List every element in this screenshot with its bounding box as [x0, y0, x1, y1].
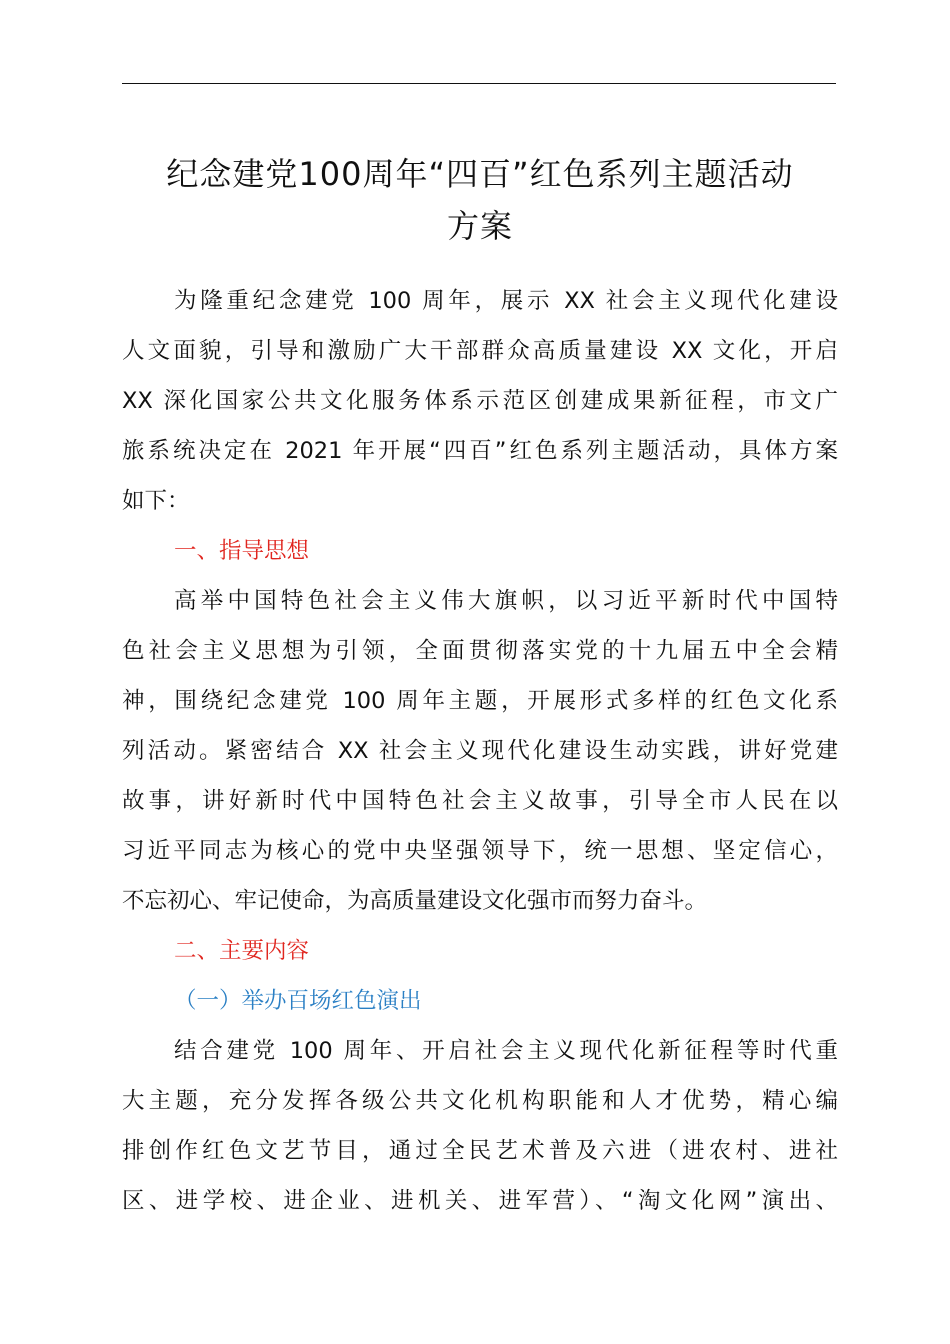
header-rule	[122, 83, 836, 84]
text-line: 色社会主义思想为引领，全面贯彻落实党的十九届五中全会精	[122, 638, 838, 664]
text-line: 结合建党 100 周年、开启社会主义现代化新征程等时代重	[174, 1038, 838, 1064]
section-heading-main-content: 二、主要内容	[174, 938, 310, 964]
intro-paragraph	[122, 276, 838, 526]
red-performances-paragraph	[122, 1026, 838, 1226]
title-line-1: 纪念建党100周年“四百”红色系列主题活动	[166, 155, 794, 193]
text-line: 习近平同志为核心的党中央坚强领导下，统一思想、坚定信心，	[122, 838, 838, 864]
document-body	[122, 276, 838, 1226]
title-line-2: 方案	[446, 207, 513, 245]
section-heading-guiding-ideology: 一、指导思想	[174, 538, 310, 564]
text-line: 列活动。紧密结合 XX 社会主义现代化建设生动实践，讲好党建	[122, 738, 838, 764]
text-line: 高举中国特色社会主义伟大旗帜，以习近平新时代中国特	[174, 588, 838, 614]
text-line: 区、进学校、进企业、进机关、进军营）、“淘文化网”演出、	[122, 1188, 838, 1214]
subsection-heading-red-performances: （一）举办百场红色演出	[174, 988, 422, 1014]
text-line: 故事，讲好新时代中国特色社会主义故事，引导全市人民在以	[122, 788, 838, 814]
text-line: 神，围绕纪念建党 100 周年主题，开展形式多样的红色文化系	[122, 688, 838, 714]
text-line: 如下：	[122, 488, 190, 514]
text-line: 为隆重纪念建党 100 周年，展示 XX 社会主义现代化建设	[174, 288, 838, 314]
text-line: 大主题，充分发挥各级公共文化机构职能和人才优势，精心编	[122, 1088, 838, 1114]
text-line: 人文面貌，引导和激励广大干部群众高质量建设 XX 文化，开启	[122, 338, 838, 364]
document-title	[110, 148, 850, 252]
text-line: 不忘初心、牢记使命，为高质量建设文化强市而努力奋斗。	[122, 888, 708, 914]
text-line: 旅系统决定在 2021 年开展“四百”红色系列主题活动，具体方案	[122, 438, 838, 464]
text-line: 排创作红色文艺节目，通过全民艺术普及六进（进农村、进社	[122, 1138, 838, 1164]
guiding-ideology-paragraph	[122, 576, 838, 926]
text-line: XX 深化国家公共文化服务体系示范区创建成果新征程，市文广	[122, 388, 838, 414]
